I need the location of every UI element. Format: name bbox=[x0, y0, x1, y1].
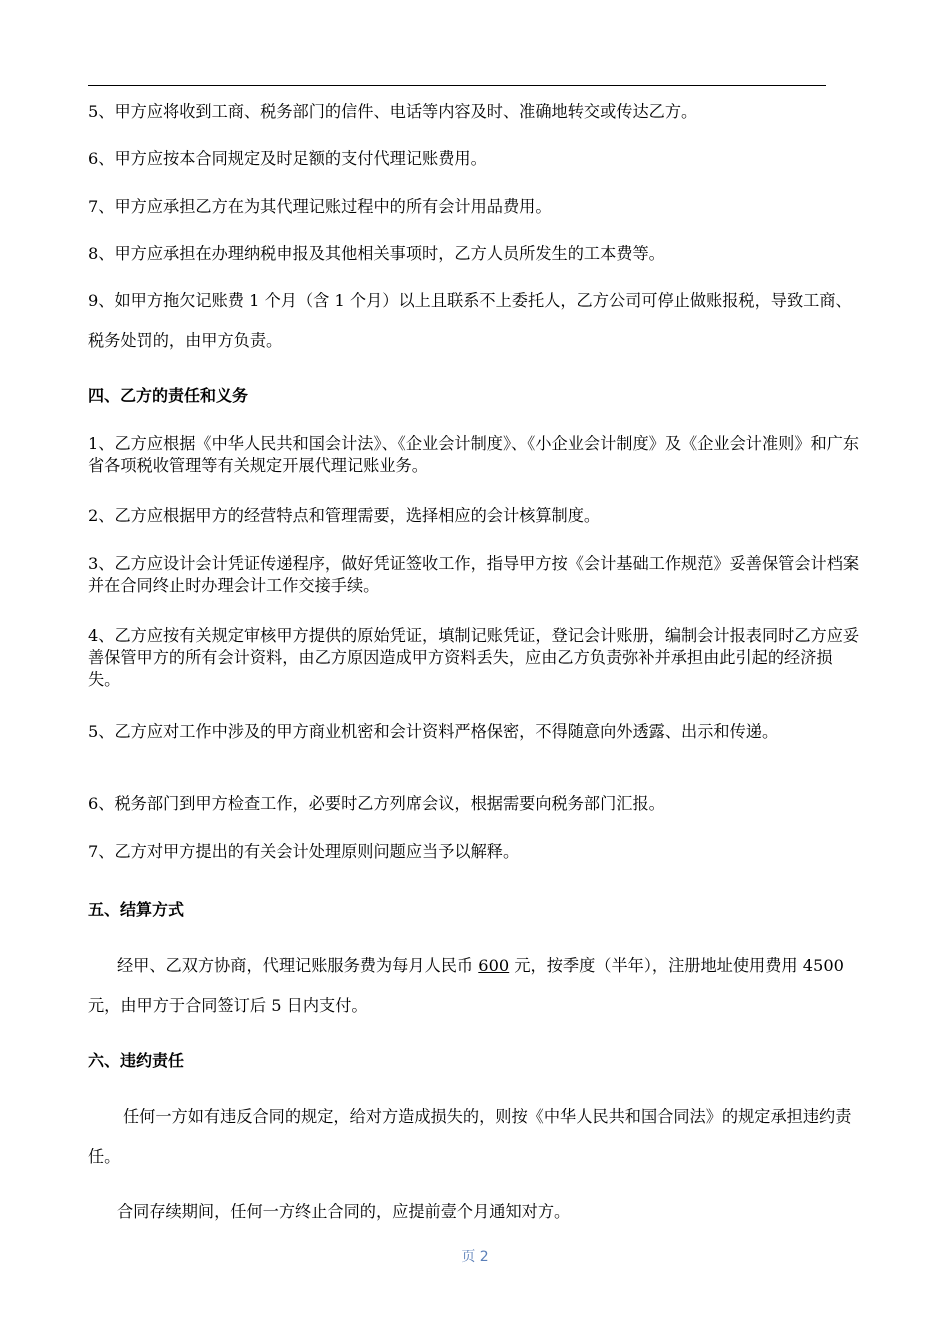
section4-clause-6: 6、税务部门到甲方检查工作，必要时乙方列席会议，根据需要向税务部门汇报。 bbox=[88, 794, 665, 813]
fee-text-before: 经甲、乙双方协商，代理记账服务费为每月人民币 bbox=[117, 956, 479, 975]
clause-a9: 9、如甲方拖欠记账费 1 个月（含 1 个月）以上且联系不上委托人，乙方公司可停止做账报税，导致工商、税务处罚的，由甲方负责。 bbox=[88, 291, 852, 350]
section6-paragraph-1: 任何一方如有违反合同的规定，给对方造成损失的，则按《中华人民共和国合同法》的规定承担违约责任。 bbox=[88, 1107, 852, 1166]
section6-paragraph-2: 合同存续期间，任何一方终止合同的，应提前壹个月通知对方。 bbox=[117, 1202, 571, 1221]
section4-heading: 四、乙方的责任和义务 bbox=[88, 386, 249, 405]
clause-a5: 5、甲方应将收到工商、税务部门的信件、电话等内容及时、准确地转交或传达乙方。 bbox=[88, 102, 698, 121]
section4-clause-3: 3、乙方应设计会计凭证传递程序，做好凭证签收工作，指导甲方按《会计基础工作规范》妥善保管会计档案并在合同终止时办理会计工作交接手续。 bbox=[88, 554, 860, 595]
clause-a6: 6、甲方应按本合同规定及时足额的支付代理记账费用。 bbox=[88, 149, 487, 168]
clause-a7: 7、甲方应承担乙方在为其代理记账过程中的所有会计用品费用。 bbox=[88, 197, 552, 216]
page-number-footer: 页 2 bbox=[461, 1249, 489, 1265]
section4-clause-7: 7、乙方对甲方提出的有关会计处理原则问题应当予以解释。 bbox=[88, 842, 520, 861]
fee-text-after: 元，按季度（半年），注册地址使用费用 4500 元，由甲方于合同签订后 5 日内支付。 bbox=[88, 956, 844, 1015]
monthly-fee-amount: 600 bbox=[478, 956, 510, 975]
section4-clause-2: 2、乙方应根据甲方的经营特点和管理需要，选择相应的会计核算制度。 bbox=[88, 506, 601, 525]
section5-paragraph bbox=[88, 946, 860, 1026]
section5-heading: 五、结算方式 bbox=[88, 900, 185, 919]
section6-heading: 六、违约责任 bbox=[88, 1051, 185, 1070]
section4-clause-1: 1、乙方应根据《中华人民共和国会计法》、《企业会计制度》、《小企业会计制度》及《企业会计准则》和广东省各项税收管理等有关规定开展代理记账业务。 bbox=[88, 434, 860, 475]
header-rule bbox=[88, 85, 826, 86]
section4-clause-5: 5、乙方应对工作中涉及的甲方商业机密和会计资料严格保密，不得随意向外透露、出示和传递。 bbox=[88, 722, 779, 741]
clause-a8: 8、甲方应承担在办理纳税申报及其他相关事项时，乙方人员所发生的工本费等。 bbox=[88, 244, 665, 263]
section4-clause-4: 4、乙方应按有关规定审核甲方提供的原始凭证，填制记账凭证，登记会计账册，编制会计报表同时乙方应妥善保管甲方的所有会计资料，由乙方原因造成甲方资料丢失，应由乙方负责弥补并承担由此引起的经济损失。 bbox=[88, 626, 860, 689]
